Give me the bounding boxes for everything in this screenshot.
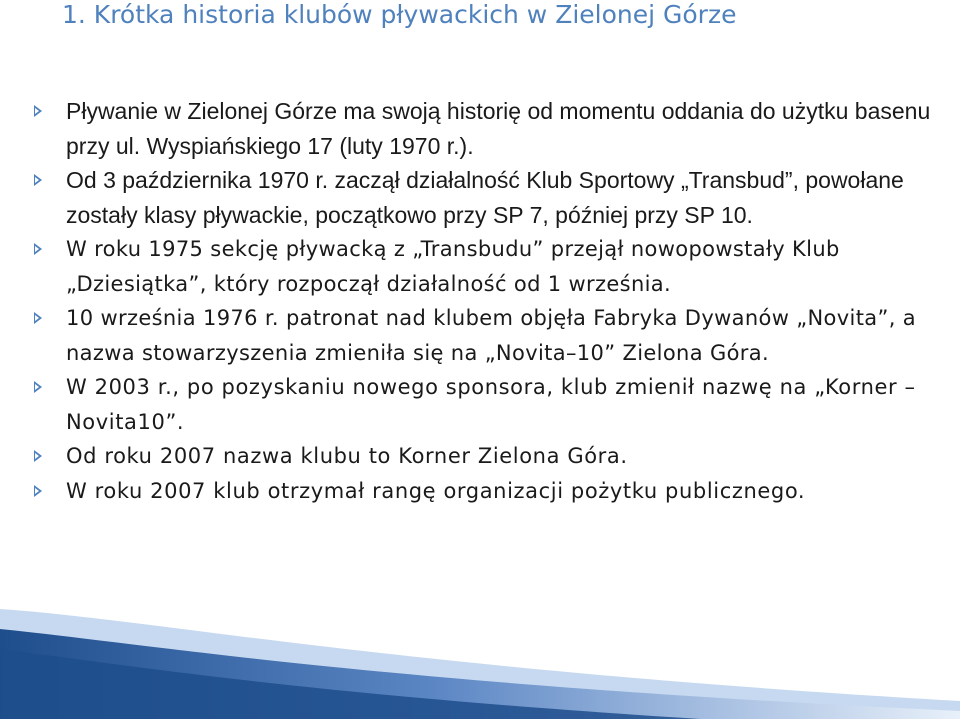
bullet-item <box>34 474 954 509</box>
bullet-text: Od roku 2007 nazwa klubu to Korner Zielona Góra. <box>66 444 628 468</box>
arrow-bullet-icon <box>34 485 42 497</box>
arrow-bullet-icon <box>34 450 42 462</box>
arrow-bullet-icon <box>34 174 42 186</box>
bullet-list <box>34 94 954 508</box>
bullet-item <box>34 301 954 370</box>
bullet-item <box>34 232 954 301</box>
bullet-text: W roku 2007 klub otrzymał rangę organizacji pożytku publicznego. <box>66 478 806 503</box>
arrow-bullet-icon <box>34 105 42 117</box>
arrow-bullet-icon <box>34 312 42 324</box>
bullet-item <box>34 94 954 163</box>
arrow-bullet-icon <box>34 381 42 393</box>
decorative-wave <box>0 589 960 719</box>
bullet-text: Od 3 października 1970 r. zaczął działalność Klub Sportowy „Transbud”, powołane zostały klasy pływackie, początkowo przy SP 7, później przy SP 10. <box>66 167 904 228</box>
bullet-text: Pływanie w Zielonej Górze ma swoją historię od momentu oddania do użytku basenu przy ul. Wyspiańskiego 17 (luty 1970 r.). <box>66 98 931 159</box>
bullet-item <box>34 439 954 474</box>
bullet-item <box>34 370 954 439</box>
bullet-item <box>34 163 954 232</box>
slide-title: 1. Krótka historia klubów pływackich w Zielonej Górze <box>62 0 737 29</box>
bullet-text: W 2003 r., po pozyskaniu nowego sponsora, klub zmienił nazwę na „Korner – Novita10”. <box>66 375 916 434</box>
bullet-text: W roku 1975 sekcję pływacką z „Transbudu” przejął nowopowstały Klub „Dziesiątka”, który rozpoczął działalność od 1 września. <box>66 237 840 296</box>
arrow-bullet-icon <box>34 243 42 255</box>
bullet-text: 10 września 1976 r. patronat nad klubem objęła Fabryka Dywanów „Novita”, a nazwa stowarzyszenia zmieniła się na „Novita–10” Zielona Góra. <box>66 306 917 365</box>
